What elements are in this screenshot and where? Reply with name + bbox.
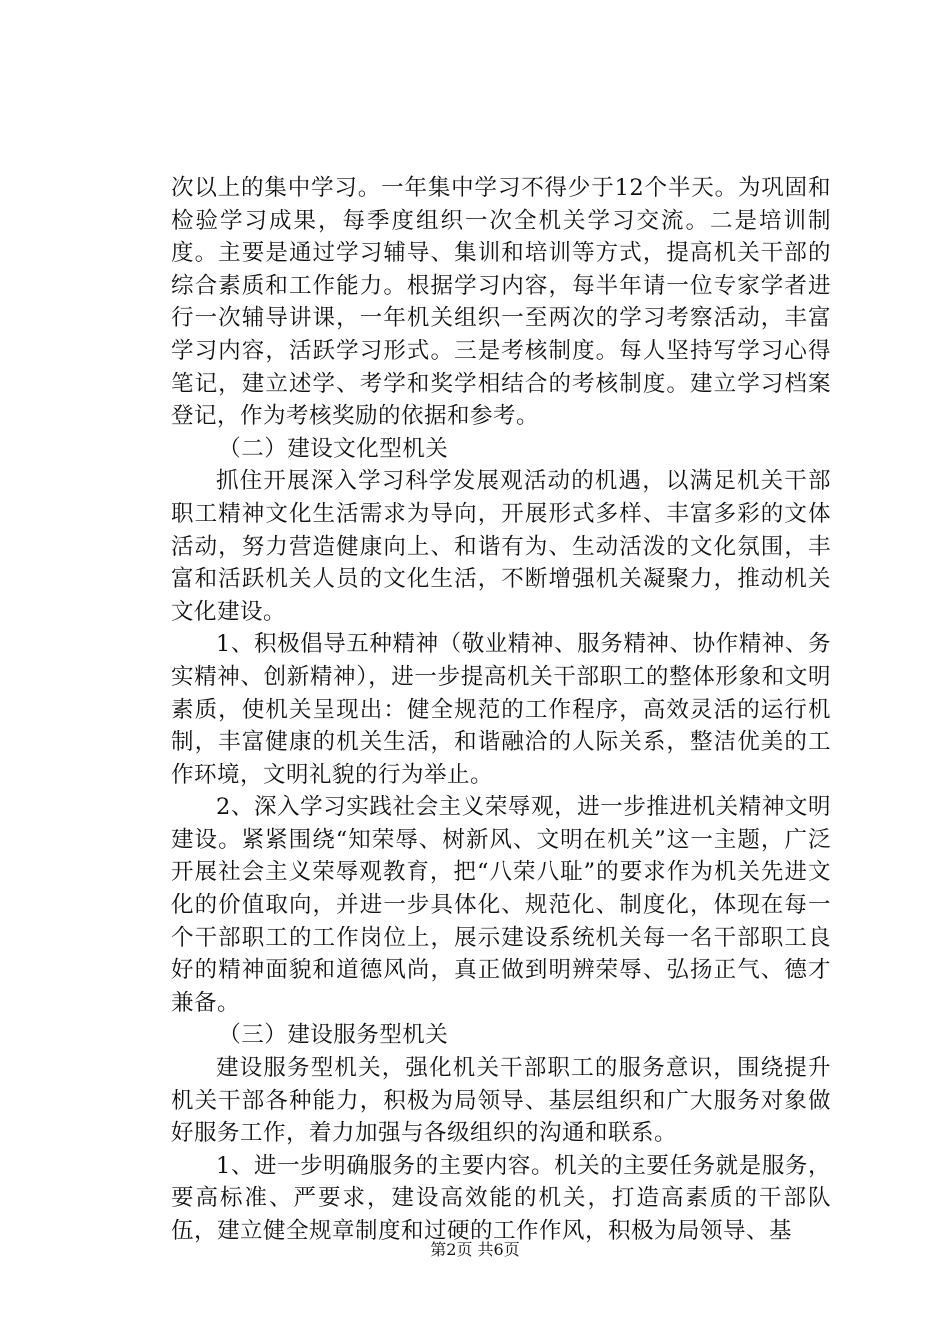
- page-number-footer: 第2页 共6页: [430, 1240, 520, 1259]
- document-body: [171, 172, 831, 1248]
- section-heading-culture: （二）建设文化型机关: [218, 435, 449, 462]
- paragraph-five-spirits: 1、积极倡导五种精神（敬业精神、服务精神、协作精神、务实精神、创新精神），进一步提高机关干部职工的整体形象和文明素质，使机关呈现出：健全规范的工作程序，高效灵活的运行机制，丰富健康的机关生活，和谐融洽的人际关系，整洁优美的工作环境，文明礼貌的行为举止。: [171, 631, 831, 788]
- paragraph-service-content: 1、进一步明确服务的主要内容。机关的主要任务就是服务，要高标准、严要求，建设高效能的机关，打造高素质的干部队伍，建立健全规章制度和过硬的工作作风，积极为局领导、基: [171, 1152, 831, 1244]
- paragraph-honor-disgrace: 2、深入学习实践社会主义荣辱观，进一步推进机关精神文明建设。紧紧围绕“知荣辱、树新风、文明在机关”这一主题，广泛开展社会主义荣辱观教育，把“八荣八耻”的要求作为机关先进文化的价值取向，并进一步具体化、规范化、制度化，体现在每一个干部职工的工作岗位上，展示建设系统机关每一名干部职工良好的精神面貌和道德风尚，真正做到明辨荣辱、弘扬正气、德才兼备。: [171, 794, 831, 1016]
- section-heading-service: （三）建设服务型机关: [218, 1022, 449, 1049]
- paragraph-study-system: 次以上的集中学习。一年集中学习不得少于12个半天。为巩固和检验学习成果，每季度组织一次全机关学习交流。二是培训制度。主要是通过学习辅导、集训和培训等方式，提高机关干部的综合素质和工作能力。根据学习内容，每半年请一位专家学者进行一次辅导讲课，一年机关组织一至两次的学习考察活动，丰富学习内容，活跃学习形式。三是考核制度。每人坚持写学习心得笔记，建立述学、考学和奖学相结合的考核制度。建立学习档案登记，作为考核奖励的依据和参考。: [171, 175, 831, 430]
- paragraph-service-intro: 建设服务型机关，强化机关干部职工的服务意识，围绕提升机关干部各种能力，积极为局领导、基层组织和广大服务对象做好服务工作，着力加强与各级组织的沟通和联系。: [171, 1055, 831, 1147]
- paragraph-culture-intro: 抓住开展深入学习科学发展观活动的机遇，以满足机关干部职工精神文化生活需求为导向，开展形式多样、丰富多彩的文体活动，努力营造健康向上、和谐有为、生动活泼的文化氛围，丰富和活跃机关人员的文化生活，不断增强机关凝聚力，推动机关文化建设。: [171, 468, 831, 625]
